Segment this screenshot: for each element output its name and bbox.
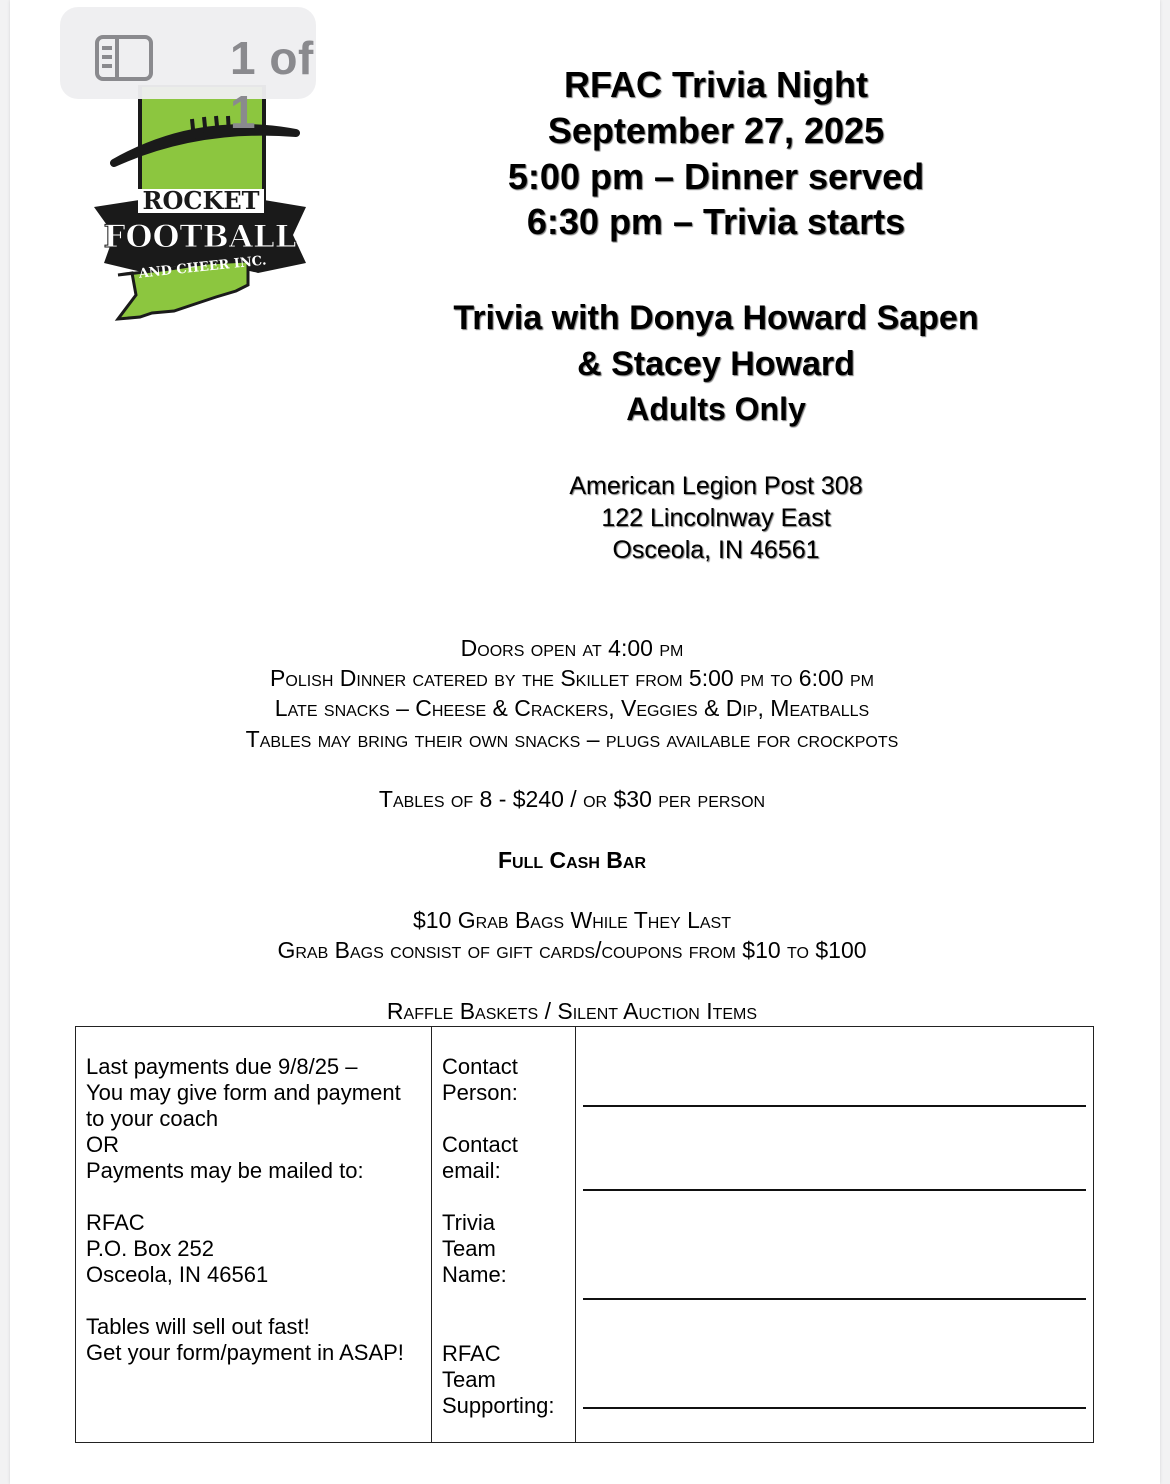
hosts-line-1: Trivia with Donya Howard Sapen — [453, 299, 979, 337]
field-label-line: Supporting: — [442, 1393, 555, 1418]
payment-info-line: Last payments due 9/8/25 – — [86, 1054, 358, 1079]
dinner-detail: Polish Dinner catered by the Skillet from 5:00 pm to 6:00 pm — [270, 665, 874, 691]
spacer — [86, 1184, 404, 1210]
table-divider — [575, 1027, 576, 1442]
field-label-line: Trivia — [442, 1210, 495, 1235]
field-label-team-name — [442, 1210, 507, 1288]
dinner-time: 5:00 pm – Dinner served — [507, 156, 925, 197]
team-supporting-line[interactable] — [583, 1407, 1086, 1409]
pricing: Tables of 8 - $240 / or $30 per person — [378, 786, 766, 812]
payment-info-line: You may give form and payment — [86, 1080, 401, 1105]
spacer — [86, 1288, 404, 1314]
field-label-line: RFAC — [442, 1341, 501, 1366]
field-label-line: Team — [442, 1236, 496, 1261]
grab-bags-detail: Grab Bags consist of gift cards/coupons from $10 to $100 — [277, 937, 867, 963]
snacks-detail: Late snacks – Cheese & Crackers, Veggies & Dip, Meatballs — [274, 695, 870, 721]
raffle-items: Raffle Baskets / Silent Auction Items — [386, 998, 758, 1024]
event-title: RFAC Trivia Night — [563, 64, 869, 105]
team-name-line[interactable] — [583, 1298, 1086, 1300]
field-label-line: email: — [442, 1158, 501, 1183]
payment-info-line: RFAC — [86, 1210, 145, 1235]
field-label-line: Contact — [442, 1054, 518, 1079]
contact-person-line[interactable] — [583, 1105, 1086, 1107]
venue-name: American Legion Post 308 — [569, 472, 863, 500]
table-divider — [431, 1027, 432, 1442]
field-label-line: Name: — [442, 1262, 507, 1287]
field-label-line: Team — [442, 1367, 496, 1392]
venue-street: 122 Lincolnway East — [601, 504, 831, 532]
doors-open: Doors open at 4:00 pm — [460, 635, 684, 661]
payment-info-line: Tables will sell out fast! — [86, 1314, 310, 1339]
payment-info — [86, 1054, 404, 1366]
payment-info-line: OR — [86, 1132, 119, 1157]
audience-note: Adults Only — [626, 391, 806, 427]
field-label-contact-email — [442, 1132, 518, 1184]
field-label-line: Contact — [442, 1132, 518, 1157]
payment-info-line: Payments may be mailed to: — [86, 1158, 364, 1183]
logo-line3: AND CHEER INC. — [138, 253, 268, 282]
grab-bags: $10 Grab Bags While They Last — [413, 907, 731, 933]
logo-line1: ROCKET — [142, 186, 260, 215]
page-indicator[interactable] — [60, 7, 316, 138]
sidebar-icon — [95, 35, 153, 81]
venue-city: Osceola, IN 46561 — [612, 536, 820, 564]
contact-email-line[interactable] — [583, 1189, 1086, 1191]
own-snacks-detail: Tables may bring their own snacks – plugs available for crockpots — [245, 726, 899, 752]
hosts-line-2: & Stacey Howard — [577, 345, 855, 383]
trivia-time: 6:30 pm – Trivia starts — [526, 201, 906, 242]
logo-line2: FOOTBALL — [103, 219, 297, 255]
event-date: September 27, 2025 — [547, 110, 885, 151]
payment-info-line: to your coach — [86, 1106, 219, 1131]
cash-bar: Full Cash Bar — [497, 847, 647, 873]
field-label-contact-person — [442, 1054, 518, 1106]
payment-info-line: Get your form/payment in ASAP! — [86, 1340, 404, 1365]
field-label-line: Person: — [442, 1080, 518, 1105]
payment-info-line: P.O. Box 252 — [86, 1236, 215, 1261]
page-indicator-label: 1 of 1 — [230, 32, 314, 138]
payment-info-line: Osceola, IN 46561 — [86, 1262, 269, 1287]
field-label-team-supporting — [442, 1341, 555, 1419]
